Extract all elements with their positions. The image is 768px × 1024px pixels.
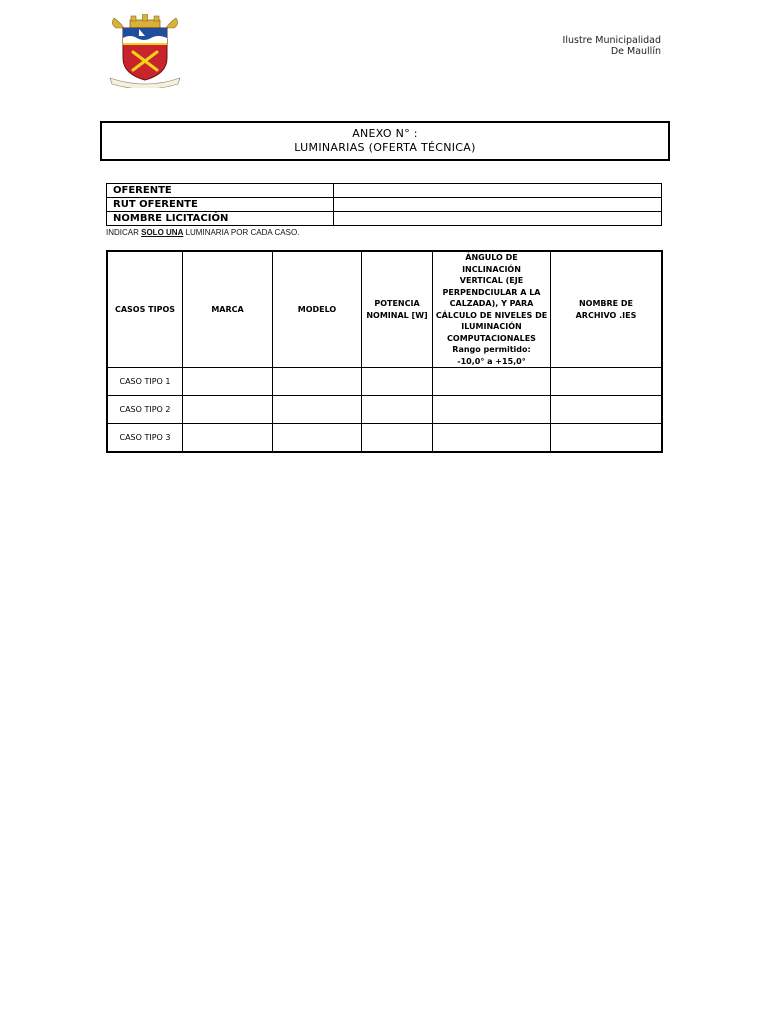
potencia-cell[interactable] [362, 424, 433, 453]
note-emphasis: SOLO UNA [141, 228, 184, 237]
caso-tipo-label: CASO TIPO 1 [107, 368, 183, 396]
header-marca: MARCA [183, 251, 273, 368]
info-label: RUT OFERENTE [107, 198, 334, 212]
header-angulo-line: CÁLCULO DE NIVELES DE [435, 310, 548, 320]
luminaires-table [106, 250, 663, 453]
caso-tipo-label: CASO TIPO 2 [107, 396, 183, 424]
info-value-field[interactable] [334, 184, 662, 198]
info-value-field[interactable] [334, 212, 662, 226]
table-row [107, 396, 662, 424]
archivo-cell[interactable] [551, 424, 663, 453]
info-label: NOMBRE LICITACIÓN [107, 212, 334, 226]
header-angulo-line: ÁNGULO DE INCLINACIÓN [462, 253, 521, 274]
header-angulo-line: -10,0° a +15,0° [457, 356, 526, 366]
archivo-cell[interactable] [551, 396, 663, 424]
note-suffix: LUMINARIA POR CADA CASO. [183, 228, 300, 237]
header-casos-tipos: CASOS TIPOS [107, 251, 183, 368]
archivo-cell[interactable] [551, 368, 663, 396]
header-angulo-line: Rango permitido: [452, 345, 531, 354]
header-potencia [362, 251, 433, 368]
caso-tipo-label: CASO TIPO 3 [107, 424, 183, 453]
header-archivo-ies [551, 251, 663, 368]
modelo-cell[interactable] [273, 368, 362, 396]
annex-title-box [100, 121, 670, 161]
header-modelo: MODELO [273, 251, 362, 368]
municipality-name: Ilustre Municipalidad [562, 35, 661, 46]
info-label: OFERENTE [107, 184, 334, 198]
instruction-note [106, 228, 299, 238]
header-angulo [433, 251, 551, 368]
table-header-row [107, 251, 662, 368]
header-angulo-line: VERTICAL (EJE [459, 276, 524, 285]
marca-cell[interactable] [183, 368, 273, 396]
header-angulo-line: CALZADA), Y PARA [449, 299, 534, 308]
info-row [107, 198, 662, 212]
header-potencia-line: POTENCIA [374, 299, 420, 308]
table-row [107, 424, 662, 453]
annex-subtitle: LUMINARIAS (OFERTA TÉCNICA) [294, 141, 476, 154]
modelo-cell[interactable] [273, 396, 362, 424]
header-angulo-line: PERPENDCIULAR A LA [442, 287, 541, 297]
bidder-info-table [106, 183, 662, 226]
header-potencia-line: NOMINAL [W] [366, 310, 428, 320]
table-row [107, 368, 662, 396]
modelo-cell[interactable] [273, 424, 362, 453]
header-archivo-line: NOMBRE DE [578, 299, 634, 308]
angulo-cell[interactable] [433, 424, 551, 453]
municipality-header [563, 35, 661, 57]
marca-cell[interactable] [183, 424, 273, 453]
header-angulo-line: COMPUTACIONALES [447, 333, 536, 343]
annex-number: ANEXO N° : [352, 127, 418, 140]
municipal-crest-logo [106, 14, 184, 88]
angulo-cell[interactable] [433, 396, 551, 424]
potencia-cell[interactable] [362, 368, 433, 396]
marca-cell[interactable] [183, 396, 273, 424]
note-prefix: INDICAR [106, 228, 142, 237]
info-row [107, 212, 662, 226]
angulo-cell[interactable] [433, 368, 551, 396]
header-angulo-line: ILUMINACIÓN [461, 322, 522, 331]
header-archivo-line: ARCHIVO .IES [575, 310, 637, 320]
potencia-cell[interactable] [362, 396, 433, 424]
info-row [107, 184, 662, 198]
municipality-place: De Maullín [610, 46, 661, 57]
info-value-field[interactable] [334, 198, 662, 212]
